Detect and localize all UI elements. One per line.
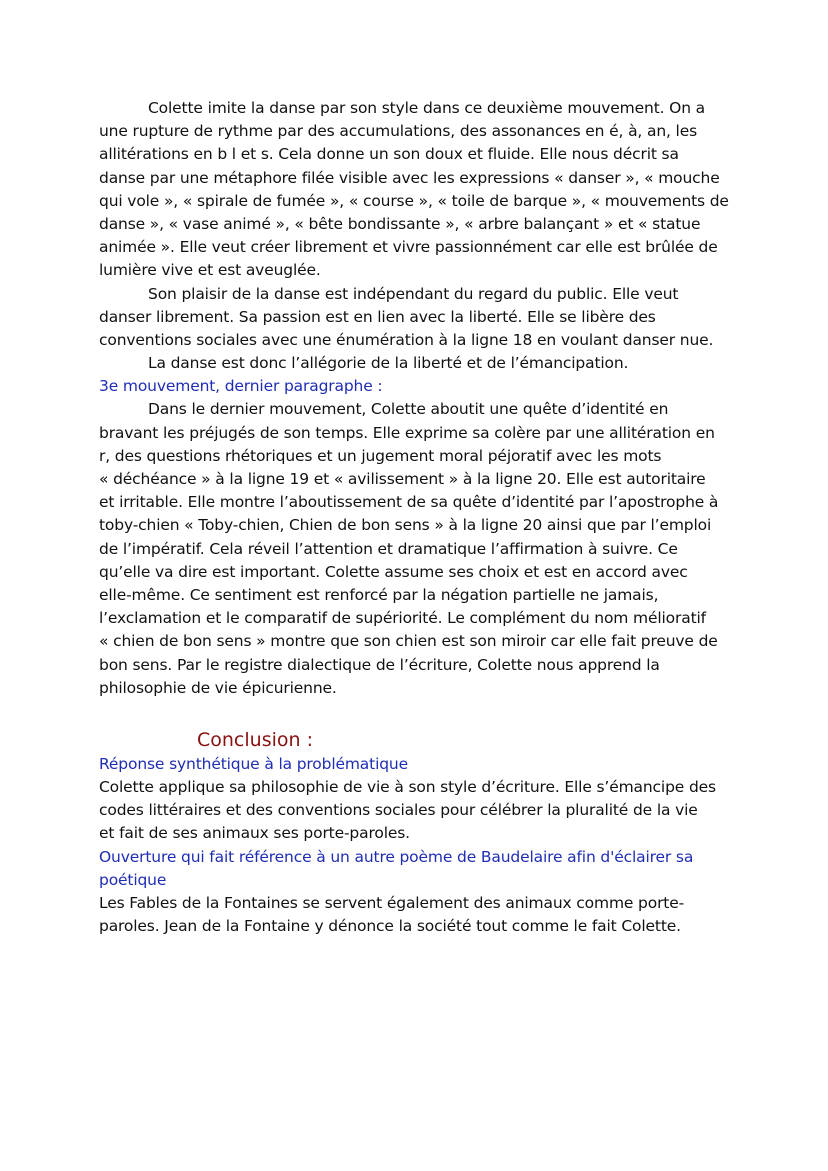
text-line: Colette applique sa philosophie de vie à son style d’écriture. Elle s’émancipe des bbox=[99, 778, 716, 797]
text-line: et irritable. Elle montre l’aboutissement de sa quête d’identité par l’apostrophe à bbox=[99, 493, 719, 512]
paragraph-opening bbox=[99, 892, 731, 938]
text-line: qu’elle va dire est important. Colette assume ses choix et est en accord avec bbox=[99, 562, 688, 581]
text-line: de l’impératif. Cela réveil l’attention et dramatique l’affirmation à suivre. Ce bbox=[99, 539, 678, 558]
text-line: une rupture de rythme par des accumulations, des assonances en é, à, an, les bbox=[99, 122, 698, 141]
text-line: animée ». Elle veut créer librement et vivre passionnément car elle est brûlée de bbox=[99, 238, 718, 257]
paragraph-dance-style bbox=[99, 97, 731, 283]
text-line: et fait de ses animaux ses porte-paroles. bbox=[99, 824, 410, 843]
text-line: lumière vive et est aveuglée. bbox=[99, 261, 321, 280]
text-line: La danse est donc l’allégorie de la liberté et de l’émancipation. bbox=[148, 354, 629, 373]
text-line: philosophie de vie épicurienne. bbox=[99, 678, 337, 697]
text-line: Dans le dernier mouvement, Colette aboutit une quête d’identité en bbox=[148, 400, 669, 419]
paragraph-conclusion bbox=[99, 776, 731, 846]
text-line: toby-chien « Toby-chien, Chien de bon sens » à la ligne 20 ainsi que par l’emploi bbox=[99, 516, 712, 535]
subheading-synthetic-answer: Réponse synthétique à la problématique bbox=[99, 754, 408, 773]
text-line: « chien de bon sens » montre que son chien est son miroir car elle fait preuve de bbox=[99, 632, 718, 651]
text-line: Son plaisir de la danse est indépendant du regard du public. Elle veut bbox=[148, 284, 679, 303]
text-line: paroles. Jean de la Fontaine y dénonce la société tout comme le fait Colette. bbox=[99, 917, 681, 936]
text-line: bravant les préjugés de son temps. Elle exprime sa colère par une allitération en bbox=[99, 423, 715, 442]
paragraph-third-movement bbox=[99, 398, 731, 699]
conclusion-title: Conclusion : bbox=[197, 728, 313, 751]
text-line: Ouverture qui fait référence à un autre poème de Baudelaire afin d'éclairer sa bbox=[99, 847, 694, 866]
paragraph-allegory bbox=[99, 352, 731, 375]
text-line: codes littéraires et des conventions sociales pour célébrer la pluralité de la vie bbox=[99, 801, 698, 820]
text-line: Les Fables de la Fontaines se servent également des animaux comme porte- bbox=[99, 894, 685, 912]
text-line: danse par une métaphore filée visible avec les expressions « danser », « mouche bbox=[99, 168, 720, 187]
text-line: r, des questions rhétoriques et un jugement moral péjoratif avec les mots bbox=[99, 446, 662, 465]
text-line: bon sens. Par le registre dialectique de l’écriture, Colette nous apprend la bbox=[99, 655, 660, 674]
text-line: elle-même. Ce sentiment est renforcé par la négation partielle ne jamais, bbox=[99, 585, 659, 604]
text-line: conventions sociales avec une énumération à la ligne 18 en voulant danser nue. bbox=[99, 330, 714, 349]
text-line: danser librement. Sa passion est en lien avec la liberté. Elle se libère des bbox=[99, 307, 656, 326]
text-line: danse », « vase animé », « bête bondissante », « arbre balançant » et « statue bbox=[99, 214, 701, 233]
text-line: qui vole », « spirale de fumée », « course », « toile de barque », « mouvements de bbox=[99, 191, 729, 210]
text-line: Colette imite la danse par son style dans ce deuxième mouvement. On a bbox=[148, 99, 706, 117]
text-line: allitérations en b l et s. Cela donne un son doux et fluide. Elle nous décrit sa bbox=[99, 145, 679, 164]
section-heading-third-movement: 3e mouvement, dernier paragraphe : bbox=[99, 377, 383, 396]
document-page bbox=[99, 97, 731, 938]
paragraph-dance-freedom bbox=[99, 283, 731, 353]
text-line: « déchéance » à la ligne 19 et « avilissement » à la ligne 20. Elle est autoritaire bbox=[99, 470, 706, 488]
text-line: poétique bbox=[99, 870, 167, 889]
subheading-opening bbox=[99, 846, 731, 892]
text-line: l’exclamation et le comparatif de supériorité. Le complément du nom mélioratif bbox=[99, 609, 706, 628]
